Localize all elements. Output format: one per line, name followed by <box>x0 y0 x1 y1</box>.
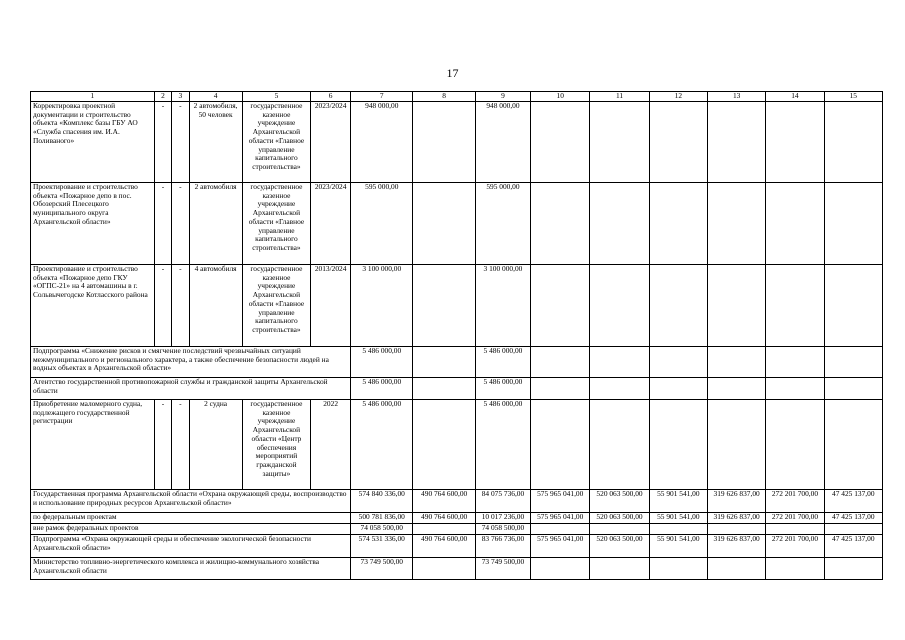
summary-value: 73 749 500,00 <box>475 558 530 580</box>
summary-value: 490 764 600,00 <box>413 513 475 524</box>
subprogram-name: Подпрограмма «Снижение рисков и смягчение последствий чрезвычайных ситуаций межмуниципального и регионального характера, а также обеспечение безопасности людей на водных объектах в Архангельской области» <box>31 347 351 378</box>
cell-col3: - <box>172 183 189 265</box>
subprogram-col9: 5 486 000,00 <box>475 347 530 378</box>
project-row <box>31 265 883 347</box>
project-row <box>31 183 883 265</box>
summary-value: 272 201 700,00 <box>766 490 824 513</box>
summary-value: 55 901 541,00 <box>649 513 707 524</box>
summary-value: 272 201 700,00 <box>766 535 824 558</box>
header-cell: 4 <box>189 92 242 102</box>
cell-col2: - <box>154 183 171 265</box>
agency-row <box>31 378 883 400</box>
agency-name: Агентство государственной противопожарной службы и гражданской защиты Архангельской области <box>31 378 351 400</box>
summary-value <box>531 558 590 580</box>
summary-name: Государственная программа Архангельской области «Охрана окружающей среды, воспроизводство и использование природных ресурсов Архангельской области» <box>31 490 351 513</box>
header-row <box>31 92 883 102</box>
summary-value <box>413 558 475 580</box>
summary-value: 10 017 236,00 <box>475 513 530 524</box>
project-name: Приобретение маломерного судна, подлежащего государственной регистрации <box>31 400 155 490</box>
project-period: 2013/2024 <box>311 265 351 347</box>
cell-col2: - <box>154 102 171 183</box>
cell-col8 <box>413 183 475 265</box>
summary-value: 520 063 500,00 <box>590 490 649 513</box>
project-total: 948 000,00 <box>351 102 413 183</box>
page-number: 17 <box>446 66 459 80</box>
summary-value: 575 965 041,00 <box>531 535 590 558</box>
cell-col9: 3 100 000,00 <box>475 265 530 347</box>
agency-total: 5 486 000,00 <box>351 378 413 400</box>
subprogram-total: 5 486 000,00 <box>351 347 413 378</box>
project-total: 3 100 000,00 <box>351 265 413 347</box>
cell-col2: - <box>154 265 171 347</box>
summary-value: 319 626 837,00 <box>707 535 765 558</box>
budget-table <box>30 91 883 580</box>
summary-value: 83 766 736,00 <box>475 535 530 558</box>
summary-value: 74 058 500,00 <box>351 524 413 535</box>
header-cell: 10 <box>531 92 590 102</box>
summary-value <box>649 524 707 535</box>
summary-row <box>31 490 883 513</box>
project-executor: государственное казенное учреждение Архангельской области «Главное управление капитального строительства» <box>242 183 311 265</box>
header-cell: 15 <box>824 92 882 102</box>
summary-value <box>707 558 765 580</box>
summary-value: 490 764 600,00 <box>413 490 475 513</box>
summary-name: вне рамок федеральных проектов <box>31 524 351 535</box>
header-cell: 12 <box>649 92 707 102</box>
project-capacity: 2 автомобиля, 50 человек <box>189 102 242 183</box>
project-row <box>31 400 883 490</box>
summary-value: 74 058 500,00 <box>475 524 530 535</box>
summary-value <box>649 558 707 580</box>
header-cell: 6 <box>311 92 351 102</box>
project-capacity: 2 судна <box>189 400 242 490</box>
project-name: Корректировка проектной документации и строительство объекта «Комплекс базы ГБУ АО «Служба спасения им. И.А. Поливаного» <box>31 102 155 183</box>
summary-row <box>31 558 883 580</box>
project-executor: государственное казенное учреждение Архангельской области «Центр обеспечения мероприятий гражданской защиты» <box>242 400 311 490</box>
summary-value: 47 425 137,00 <box>824 535 882 558</box>
project-period: 2022 <box>311 400 351 490</box>
project-total: 5 486 000,00 <box>351 400 413 490</box>
header-cell: 8 <box>413 92 475 102</box>
header-cell: 11 <box>590 92 649 102</box>
project-row <box>31 102 883 183</box>
project-name: Проектирование и строительство объекта «Пожарное депо в пос. Обозерский Плесецкого муниципального округа Архангельской области» <box>31 183 155 265</box>
summary-value: 272 201 700,00 <box>766 513 824 524</box>
header-cell: 5 <box>242 92 311 102</box>
summary-value: 490 764 600,00 <box>413 535 475 558</box>
summary-name: Подпрограмма «Охрана окружающей среды и обеспечение экологической безопасности Архангельской области» <box>31 535 351 558</box>
header-cell: 1 <box>31 92 155 102</box>
project-executor: государственное казенное учреждение Архангельской области «Главное управление капитального строительства» <box>242 265 311 347</box>
header-cell: 7 <box>351 92 413 102</box>
summary-value: 500 781 836,00 <box>351 513 413 524</box>
summary-value <box>590 524 649 535</box>
cell-col9: 948 000,00 <box>475 102 530 183</box>
summary-row <box>31 524 883 535</box>
summary-value <box>590 558 649 580</box>
summary-value: 55 901 541,00 <box>649 490 707 513</box>
agency-col9: 5 486 000,00 <box>475 378 530 400</box>
project-period: 2023/2024 <box>311 183 351 265</box>
summary-value: 520 063 500,00 <box>590 513 649 524</box>
cell-col8 <box>413 102 475 183</box>
summary-value <box>707 524 765 535</box>
cell-col9: 5 486 000,00 <box>475 400 530 490</box>
project-period: 2023/2024 <box>311 102 351 183</box>
summary-value <box>766 524 824 535</box>
summary-value <box>824 524 882 535</box>
cell-col8 <box>413 265 475 347</box>
summary-name: по федеральным проектам <box>31 513 351 524</box>
project-capacity: 4 автомобиля <box>189 265 242 347</box>
summary-value: 574 531 336,00 <box>351 535 413 558</box>
summary-value: 574 840 336,00 <box>351 490 413 513</box>
summary-value <box>531 524 590 535</box>
summary-value <box>824 558 882 580</box>
cell-col8 <box>413 400 475 490</box>
summary-value: 55 901 541,00 <box>649 535 707 558</box>
header-cell: 3 <box>172 92 189 102</box>
summary-value: 575 965 041,00 <box>531 490 590 513</box>
summary-row <box>31 535 883 558</box>
header-cell: 13 <box>707 92 765 102</box>
header-cell: 9 <box>475 92 530 102</box>
cell-col2: - <box>154 400 171 490</box>
header-cell: 2 <box>154 92 171 102</box>
cell-col3: - <box>172 400 189 490</box>
project-total: 595 000,00 <box>351 183 413 265</box>
project-name: Проектирование и строительство объекта «Пожарное депо ГКУ «ОГПС-21» на 4 автомашины в г. Сольвычегодске Котласского района <box>31 265 155 347</box>
cell-col3: - <box>172 102 189 183</box>
summary-row <box>31 513 883 524</box>
summary-value: 575 965 041,00 <box>531 513 590 524</box>
project-capacity: 2 автомобиля <box>189 183 242 265</box>
summary-value: 319 626 837,00 <box>707 490 765 513</box>
summary-value: 73 749 500,00 <box>351 558 413 580</box>
cell-col3: - <box>172 265 189 347</box>
summary-value: 47 425 137,00 <box>824 513 882 524</box>
summary-name: Министерство топливно-энергетического комплекса и жилищно-коммунального хозяйства Архангельской области <box>31 558 351 580</box>
project-executor: государственное казенное учреждение Архангельской области «Главное управление капитального строительства» <box>242 102 311 183</box>
summary-value: 47 425 137,00 <box>824 490 882 513</box>
summary-value: 520 063 500,00 <box>590 535 649 558</box>
summary-value <box>413 524 475 535</box>
subprogram-row <box>31 347 883 378</box>
summary-value <box>766 558 824 580</box>
summary-value: 319 626 837,00 <box>707 513 765 524</box>
cell-col9: 595 000,00 <box>475 183 530 265</box>
header-cell: 14 <box>766 92 824 102</box>
summary-value: 84 075 736,00 <box>475 490 530 513</box>
